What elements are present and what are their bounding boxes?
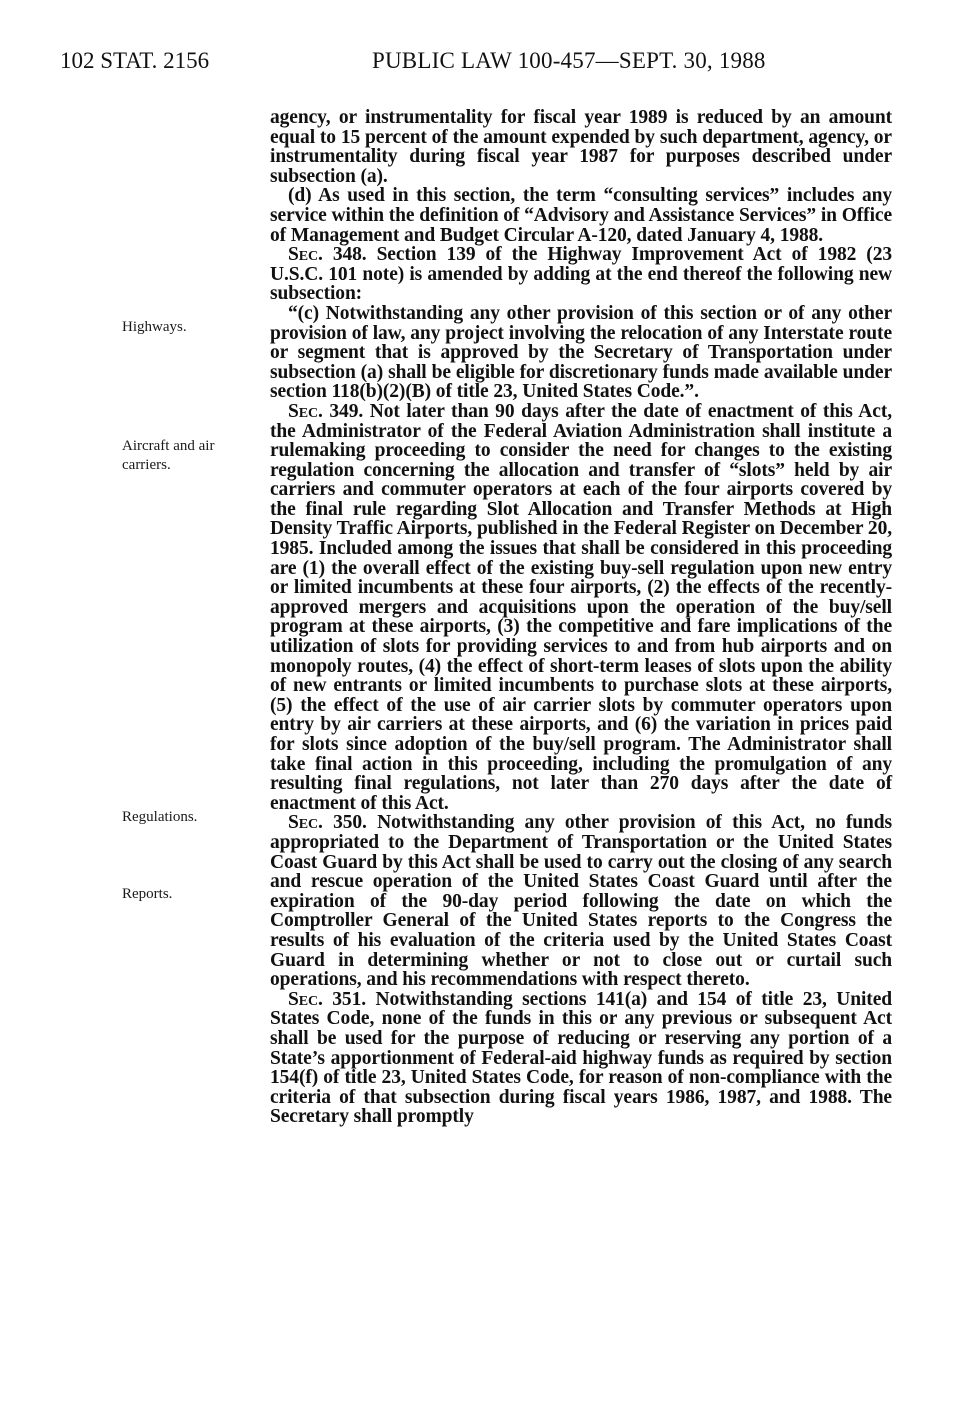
paragraph-text: 351. Notwithstanding sections 141(a) and 154 of title 23, United States Code, none of the funds in this or any previous or subsequent Act shall be used for the purpose of reducing or reserving any portion of a State’s apportionment of Federal-aid highway funds as required by section 154(f) of title 23, United States Code, for reason of non-compliance with the criteria of that subsection during fiscal years 1986, 1987, and 1988. The Secretary shall promptly [270, 988, 892, 1128]
margin-note-reports: Reports. [122, 886, 173, 902]
margin-note-regulations: Regulations. [122, 809, 198, 825]
section-label: Sec. [288, 400, 323, 422]
margin-note-highways: Highways. [122, 319, 187, 335]
section-label: Sec. [288, 244, 323, 266]
paragraph-text: 348. Section 139 of the Highway Improvement Act of 1982 (23 U.S.C. 101 note) is amended by adding at the end thereof the following new subsection: [270, 244, 892, 305]
document-body [270, 108, 892, 1127]
paragraph-text: agency, or instrumentality for fiscal year 1989 is reduced by an amount equal to 15 percent of the amount expended by such department, agency, or instrumentality during fiscal year 1987 for purposes described under subsection (a). [270, 107, 892, 187]
paragraph-sec-351 [270, 990, 892, 1127]
paragraph-subsection-d [270, 186, 892, 245]
page-title: PUBLIC LAW 100-457—SEPT. 30, 1988 [372, 48, 766, 73]
running-header [60, 48, 894, 82]
paragraph-text: (d) As used in this section, the term “consulting services” includes any service within the definition of “Advisory and Assistance Services” in Office of Management and Budget Circular A-120, dated January 4, 1988. [270, 185, 892, 246]
page-reference: 102 STAT. 2156 [60, 48, 210, 73]
paragraph-continuation [270, 108, 892, 186]
section-label: Sec. [288, 812, 323, 834]
paragraph-text: 350. Notwithstanding any other provision of this Act, no funds appropriated to the Department of Transportation or the United States Coast Guard by this Act shall be used to carry out the closing of any search and rescue operation of the United States Coast Guard until after the expiration of the 90-day period following the date on which the Comptroller General of the United States reports to the Congress the results of his evaluation of the criteria used by the United States Coast Guard in determining whether or not to close out or curtail such operations, and his recommendations with respect thereto. [270, 812, 892, 991]
paragraph-sec-350 [270, 813, 892, 989]
paragraph-subsection-c [270, 304, 892, 402]
paragraph-text: “(c) Notwithstanding any other provision of this section or of any other provision of law, any project involving the relocation of any Interstate route or segment that is approved by the Secretary of Transportation under subsection (a) shall be eligible for discretionary funds made available under section 118(b)(2)(B) of title 23, United States Code.”. [270, 302, 892, 403]
paragraph-text: 349. Not later than 90 days after the date of enactment of this Act, the Administrator of the Federal Aviation Administration shall institute a rulemaking proceeding to consider the need for changes to the existing regulation concerning the allocation and transfer of “slots” held by air carriers and commuter operators at each of the four airports covered by the final rule regarding Slot Allocation and Transfer Methods at High Density Traffic Airports, published in the Federal Register on December 20, 1985. Included among the issues that shall be considered in this proceeding are (1) the overall effect of the existing buy-sell regulation upon new entry or limited incumbents at these four airports, (2) the effects of the recently-approved mergers and acquisitions upon the operation of the buy/sell program at these airports, (3) the competitive and fare implications of the utilization of slots for providing services to and from hub airports and on monopoly routes, (4) the effect of short-term leases of slots upon the ability of new entrants or limited incumbents to purchase slots at these airports, (5) the effect of the use of air carrier slots by commuter operators upon entry by air carriers at these airports, and (6) the variation in prices paid for slots since adoption of the buy/sell program. The Administrator shall take final action in this proceeding, including the promulgation of any resulting final regulations, not later than 270 days after the date of enactment of this Act. [270, 400, 892, 814]
paragraph-sec-348 [270, 245, 892, 304]
margin-note-aircraft: Aircraft and air carriers. [122, 438, 215, 473]
section-label: Sec. [288, 988, 323, 1010]
paragraph-sec-349 [270, 402, 892, 813]
